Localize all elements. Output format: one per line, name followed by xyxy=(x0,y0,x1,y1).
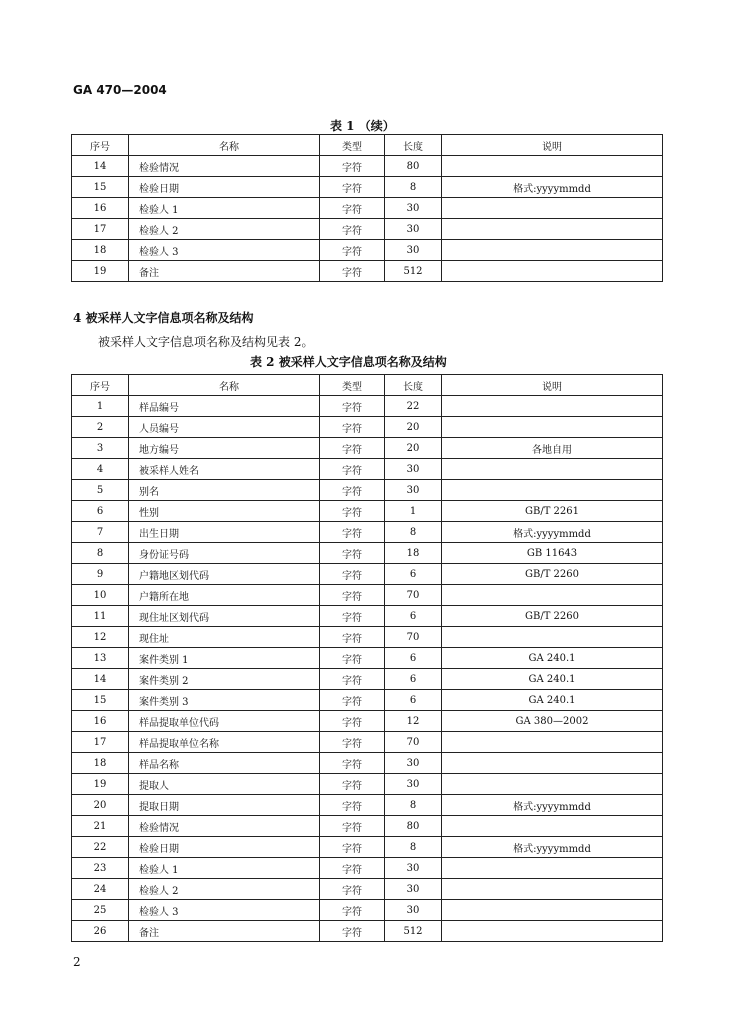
row-number-cell: 4 xyxy=(72,459,129,480)
item-name-cell: 样品提取单位名称 xyxy=(129,732,320,753)
table-row xyxy=(72,879,663,900)
table-row xyxy=(72,438,663,459)
row-number-cell: 17 xyxy=(72,732,129,753)
item-name-cell: 检验日期 xyxy=(129,837,320,858)
row-number-cell: 23 xyxy=(72,858,129,879)
item-name-cell: 性别 xyxy=(129,501,320,522)
column-header-name: 名称 xyxy=(129,135,320,156)
document-header: GA 470—2004 xyxy=(73,83,167,97)
row-number-cell: 11 xyxy=(72,606,129,627)
page-number: 2 xyxy=(73,955,81,969)
column-header-type: 类型 xyxy=(320,375,385,396)
row-number-cell: 9 xyxy=(72,564,129,585)
item-name-cell: 户籍地区划代码 xyxy=(129,564,320,585)
description-cell xyxy=(442,858,663,879)
row-number-cell: 19 xyxy=(72,774,129,795)
data-type-cell: 字符 xyxy=(320,585,385,606)
row-number-cell: 13 xyxy=(72,648,129,669)
data-type-cell: 字符 xyxy=(320,177,385,198)
row-number-cell: 14 xyxy=(72,669,129,690)
description-cell: 格式:yyyymmdd xyxy=(442,177,663,198)
data-type-cell: 字符 xyxy=(320,480,385,501)
table-row xyxy=(72,858,663,879)
field-length-cell: 80 xyxy=(385,156,442,177)
field-length-cell: 70 xyxy=(385,732,442,753)
description-cell: 格式:yyyymmdd xyxy=(442,837,663,858)
description-cell: 格式:yyyymmdd xyxy=(442,795,663,816)
column-header-description: 说明 xyxy=(442,135,663,156)
item-name-cell: 身份证号码 xyxy=(129,543,320,564)
data-type-cell: 字符 xyxy=(320,522,385,543)
data-type-cell: 字符 xyxy=(320,753,385,774)
field-length-cell: 6 xyxy=(385,669,442,690)
data-type-cell: 字符 xyxy=(320,219,385,240)
table-row xyxy=(72,627,663,648)
field-length-cell: 6 xyxy=(385,648,442,669)
data-type-cell: 字符 xyxy=(320,438,385,459)
table-row xyxy=(72,900,663,921)
data-type-cell: 字符 xyxy=(320,690,385,711)
row-number-cell: 14 xyxy=(72,156,129,177)
data-type-cell: 字符 xyxy=(320,900,385,921)
table-row xyxy=(72,219,663,240)
column-header-type: 类型 xyxy=(320,135,385,156)
item-name-cell: 被采样人姓名 xyxy=(129,459,320,480)
data-type-cell: 字符 xyxy=(320,240,385,261)
data-type-cell: 字符 xyxy=(320,711,385,732)
field-length-cell: 1 xyxy=(385,501,442,522)
row-number-cell: 20 xyxy=(72,795,129,816)
row-number-cell: 2 xyxy=(72,417,129,438)
description-cell: GB/T 2260 xyxy=(442,564,663,585)
field-length-cell: 8 xyxy=(385,522,442,543)
item-name-cell: 户籍所在地 xyxy=(129,585,320,606)
row-number-cell: 24 xyxy=(72,879,129,900)
field-length-cell: 30 xyxy=(385,219,442,240)
description-cell: GA 240.1 xyxy=(442,690,663,711)
column-header-length: 长度 xyxy=(385,375,442,396)
field-length-cell: 6 xyxy=(385,564,442,585)
item-name-cell: 检验人 2 xyxy=(129,879,320,900)
table-row xyxy=(72,816,663,837)
table-row xyxy=(72,459,663,480)
description-cell: 各地自用 xyxy=(442,438,663,459)
table-row xyxy=(72,417,663,438)
table-row xyxy=(72,921,663,942)
description-cell xyxy=(442,417,663,438)
data-type-cell: 字符 xyxy=(320,774,385,795)
field-length-cell: 70 xyxy=(385,627,442,648)
description-cell xyxy=(442,219,663,240)
item-name-cell: 检验日期 xyxy=(129,177,320,198)
description-cell xyxy=(442,879,663,900)
description-cell xyxy=(442,261,663,282)
description-cell xyxy=(442,816,663,837)
table1 xyxy=(71,134,663,282)
table-row xyxy=(72,564,663,585)
field-length-cell: 30 xyxy=(385,459,442,480)
row-number-cell: 19 xyxy=(72,261,129,282)
row-number-cell: 12 xyxy=(72,627,129,648)
data-type-cell: 字符 xyxy=(320,648,385,669)
field-length-cell: 20 xyxy=(385,438,442,459)
description-cell xyxy=(442,900,663,921)
item-name-cell: 地方编号 xyxy=(129,438,320,459)
item-name-cell: 检验人 2 xyxy=(129,219,320,240)
description-cell xyxy=(442,921,663,942)
description-cell xyxy=(442,585,663,606)
table-row xyxy=(72,669,663,690)
description-cell xyxy=(442,753,663,774)
field-length-cell: 30 xyxy=(385,774,442,795)
data-type-cell: 字符 xyxy=(320,417,385,438)
table-row xyxy=(72,156,663,177)
section-heading: 4 被采样人文字信息项名称及结构 xyxy=(73,311,254,325)
row-number-cell: 16 xyxy=(72,198,129,219)
table-row xyxy=(72,522,663,543)
item-name-cell: 检验情况 xyxy=(129,816,320,837)
item-name-cell: 出生日期 xyxy=(129,522,320,543)
field-length-cell: 6 xyxy=(385,606,442,627)
row-number-cell: 21 xyxy=(72,816,129,837)
item-name-cell: 人员编号 xyxy=(129,417,320,438)
row-number-cell: 18 xyxy=(72,240,129,261)
data-type-cell: 字符 xyxy=(320,837,385,858)
item-name-cell: 样品编号 xyxy=(129,396,320,417)
description-cell xyxy=(442,480,663,501)
field-length-cell: 30 xyxy=(385,900,442,921)
table-row xyxy=(72,240,663,261)
column-header-name: 名称 xyxy=(129,375,320,396)
data-type-cell: 字符 xyxy=(320,261,385,282)
description-cell: GB 11643 xyxy=(442,543,663,564)
data-type-cell: 字符 xyxy=(320,669,385,690)
item-name-cell: 检验人 1 xyxy=(129,858,320,879)
row-number-cell: 22 xyxy=(72,837,129,858)
table1-header-row xyxy=(72,135,663,156)
field-length-cell: 30 xyxy=(385,858,442,879)
field-length-cell: 70 xyxy=(385,585,442,606)
description-cell: GB/T 2260 xyxy=(442,606,663,627)
row-number-cell: 7 xyxy=(72,522,129,543)
data-type-cell: 字符 xyxy=(320,627,385,648)
item-name-cell: 备注 xyxy=(129,921,320,942)
item-name-cell: 现住址 xyxy=(129,627,320,648)
row-number-cell: 6 xyxy=(72,501,129,522)
column-header-description: 说明 xyxy=(442,375,663,396)
item-name-cell: 检验情况 xyxy=(129,156,320,177)
item-name-cell: 案件类别 3 xyxy=(129,690,320,711)
field-length-cell: 8 xyxy=(385,177,442,198)
item-name-cell: 检验人 3 xyxy=(129,900,320,921)
table-row xyxy=(72,690,663,711)
item-name-cell: 现住址区划代码 xyxy=(129,606,320,627)
table-row xyxy=(72,606,663,627)
table-row xyxy=(72,501,663,522)
data-type-cell: 字符 xyxy=(320,396,385,417)
data-type-cell: 字符 xyxy=(320,501,385,522)
item-name-cell: 样品提取单位代码 xyxy=(129,711,320,732)
field-length-cell: 22 xyxy=(385,396,442,417)
field-length-cell: 8 xyxy=(385,837,442,858)
description-cell: GB/T 2261 xyxy=(442,501,663,522)
field-length-cell: 6 xyxy=(385,690,442,711)
field-length-cell: 18 xyxy=(385,543,442,564)
item-name-cell: 备注 xyxy=(129,261,320,282)
description-cell: GA 380—2002 xyxy=(442,711,663,732)
field-length-cell: 20 xyxy=(385,417,442,438)
row-number-cell: 17 xyxy=(72,219,129,240)
data-type-cell: 字符 xyxy=(320,156,385,177)
column-header-length: 长度 xyxy=(385,135,442,156)
table-row xyxy=(72,198,663,219)
description-cell xyxy=(442,774,663,795)
description-cell xyxy=(442,198,663,219)
table-row xyxy=(72,732,663,753)
item-name-cell: 案件类别 2 xyxy=(129,669,320,690)
table2-caption: 表 2 被采样人文字信息项名称及结构 xyxy=(250,355,447,369)
table-row xyxy=(72,396,663,417)
row-number-cell: 15 xyxy=(72,177,129,198)
row-number-cell: 15 xyxy=(72,690,129,711)
row-number-cell: 16 xyxy=(72,711,129,732)
row-number-cell: 10 xyxy=(72,585,129,606)
description-cell xyxy=(442,459,663,480)
field-length-cell: 12 xyxy=(385,711,442,732)
row-number-cell: 25 xyxy=(72,900,129,921)
table-row xyxy=(72,543,663,564)
field-length-cell: 30 xyxy=(385,240,442,261)
row-number-cell: 18 xyxy=(72,753,129,774)
field-length-cell: 30 xyxy=(385,879,442,900)
table2 xyxy=(71,374,663,942)
item-name-cell: 检验人 1 xyxy=(129,198,320,219)
item-name-cell: 检验人 3 xyxy=(129,240,320,261)
data-type-cell: 字符 xyxy=(320,921,385,942)
table-row xyxy=(72,795,663,816)
data-type-cell: 字符 xyxy=(320,543,385,564)
data-type-cell: 字符 xyxy=(320,564,385,585)
data-type-cell: 字符 xyxy=(320,198,385,219)
row-number-cell: 3 xyxy=(72,438,129,459)
data-type-cell: 字符 xyxy=(320,459,385,480)
column-header-no: 序号 xyxy=(72,135,129,156)
data-type-cell: 字符 xyxy=(320,858,385,879)
column-header-no: 序号 xyxy=(72,375,129,396)
field-length-cell: 30 xyxy=(385,480,442,501)
table-row xyxy=(72,648,663,669)
description-cell: GA 240.1 xyxy=(442,648,663,669)
description-cell: 格式:yyyymmdd xyxy=(442,522,663,543)
item-name-cell: 提取日期 xyxy=(129,795,320,816)
item-name-cell: 提取人 xyxy=(129,774,320,795)
data-type-cell: 字符 xyxy=(320,816,385,837)
table-row xyxy=(72,753,663,774)
row-number-cell: 5 xyxy=(72,480,129,501)
table1-caption: 表 1 （续） xyxy=(330,119,395,133)
field-length-cell: 30 xyxy=(385,198,442,219)
description-cell xyxy=(442,156,663,177)
row-number-cell: 8 xyxy=(72,543,129,564)
field-length-cell: 512 xyxy=(385,921,442,942)
item-name-cell: 样品名称 xyxy=(129,753,320,774)
body-paragraph: 被采样人文字信息项名称及结构见表 2。 xyxy=(98,335,314,349)
field-length-cell: 30 xyxy=(385,753,442,774)
description-cell xyxy=(442,732,663,753)
table-row xyxy=(72,261,663,282)
field-length-cell: 8 xyxy=(385,795,442,816)
table-row xyxy=(72,837,663,858)
table-row xyxy=(72,774,663,795)
table-row xyxy=(72,711,663,732)
item-name-cell: 别名 xyxy=(129,480,320,501)
data-type-cell: 字符 xyxy=(320,795,385,816)
table-row xyxy=(72,585,663,606)
table2-header-row xyxy=(72,375,663,396)
description-cell xyxy=(442,240,663,261)
field-length-cell: 80 xyxy=(385,816,442,837)
table-row xyxy=(72,177,663,198)
table-row xyxy=(72,480,663,501)
data-type-cell: 字符 xyxy=(320,879,385,900)
description-cell xyxy=(442,627,663,648)
field-length-cell: 512 xyxy=(385,261,442,282)
row-number-cell: 1 xyxy=(72,396,129,417)
data-type-cell: 字符 xyxy=(320,732,385,753)
data-type-cell: 字符 xyxy=(320,606,385,627)
description-cell: GA 240.1 xyxy=(442,669,663,690)
item-name-cell: 案件类别 1 xyxy=(129,648,320,669)
row-number-cell: 26 xyxy=(72,921,129,942)
description-cell xyxy=(442,396,663,417)
